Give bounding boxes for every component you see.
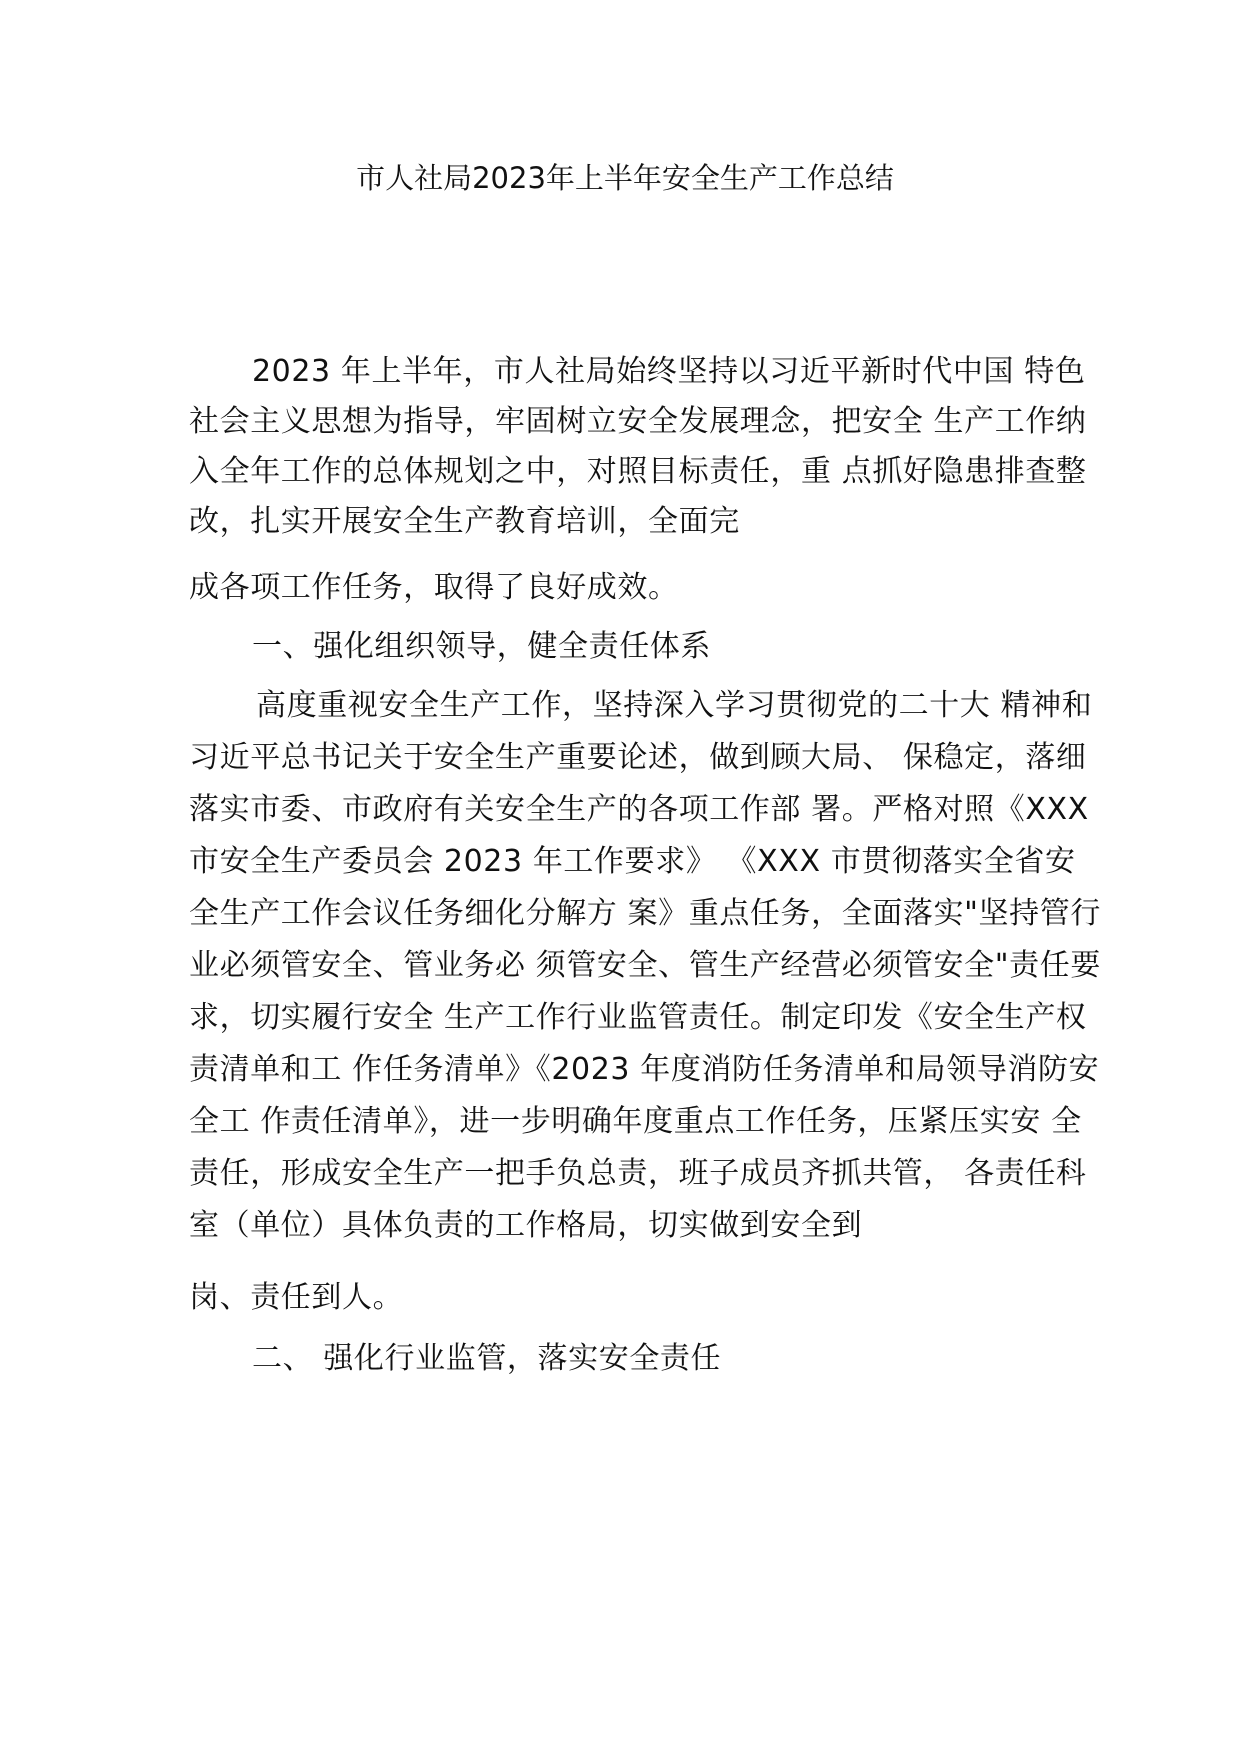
paragraph-line: 成各项工作任务，取得了良好成效。 (189, 570, 679, 605)
paragraph-line: 责清单和工 作任务清单》《2023 年度消防任务清单和局领导消防安 (189, 1052, 1100, 1087)
paragraph-line: 习近平总书记关于安全生产重要论述，做到顾大局、 保稳定，落细 (189, 740, 1087, 775)
paragraph-line: 全生产工作会议任务细化分解方 案》重点任务，全面落实"坚持管行 (189, 896, 1101, 931)
section-heading: 一、强化组织领导，健全责任体系 (252, 629, 711, 664)
paragraph-line: 高度重视安全生产工作，坚持深入学习贯彻党的二十大 精神和 (256, 688, 1093, 723)
section-heading: 二、 强化行业监管，落实安全责任 (252, 1341, 722, 1376)
paragraph-line: 岗、责任到人。 (189, 1280, 404, 1315)
paragraph-line: 入全年工作的总体规划之中，对照目标责任，重 点抓好隐患排查整 (189, 454, 1087, 489)
paragraph-line: 求，切实履行安全 生产工作行业监管责任。制定印发《安全生产权 (189, 1000, 1087, 1035)
paragraph-line: 室（单位）具体负责的工作格局，切实做到安全到 (189, 1208, 863, 1243)
paragraph-line: 改，扎实开展安全生产教育培训，全面完 (189, 504, 740, 539)
paragraph-line: 落实市委、市政府有关安全生产的各项工作部 署。严格对照《XXX (189, 792, 1089, 827)
paragraph-line: 责任，形成安全生产一把手负总责，班子成员齐抓共管， 各责任科 (189, 1156, 1087, 1191)
paragraph-line: 市安全生产委员会 2023 年工作要求》 《XXX 市贯彻落实全省安 (189, 844, 1076, 879)
paragraph-line: 全工 作责任清单》，进一步明确年度重点工作任务，压紧压实安 全 (189, 1104, 1082, 1139)
paragraph-line: 2023 年上半年，市人社局始终坚持以习近平新时代中国 特色 (252, 354, 1086, 389)
paragraph-line: 业必须管安全、管业务必 须管安全、管生产经营必须管安全"责任要 (189, 948, 1101, 983)
paragraph-line: 社会主义思想为指导，牢固树立安全发展理念，把安全 生产工作纳 (189, 404, 1087, 439)
document-title: 市人社局2023年上半年安全生产工作总结 (356, 161, 894, 195)
